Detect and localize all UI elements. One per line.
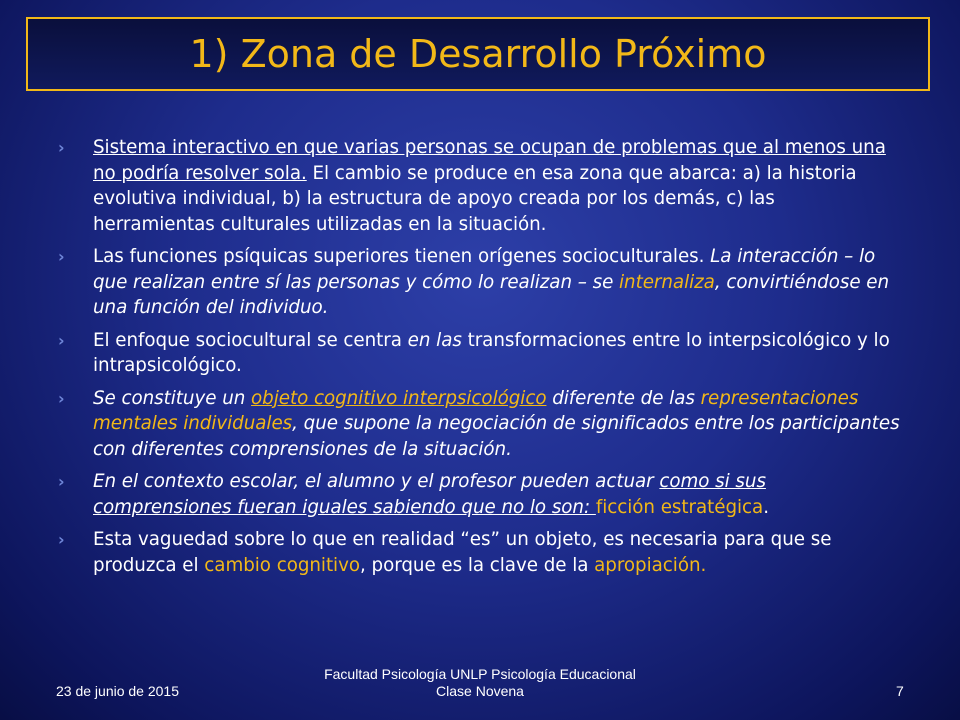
bullet-text-segment: Las funciones psíquicas superiores tienen orígenes socioculturales. — [93, 246, 711, 267]
bullet-text-segment: En el contexto escolar, el alumno y el profesor pueden actuar — [93, 471, 660, 492]
bullet-item — [52, 386, 902, 463]
bullet-text-segment: diferente de las — [546, 387, 701, 409]
footer-institution: Facultad Psicología UNLP Psicología Educacional — [324, 666, 636, 682]
bullet-text-segment: El cambio se produce en esa zona que abarca: a) la historia evolutiva individual, b) la estructura de apoyo creada por los demás, c) las herramientas culturales utilizadas en la situación. — [93, 162, 857, 235]
title-box — [26, 17, 930, 91]
bullet-item — [52, 135, 902, 237]
bullet-text-segment: cambio cognitivo — [204, 554, 360, 576]
bullet-text-segment: en las — [407, 329, 462, 351]
footer-date: 23 de junio de 2015 — [56, 683, 179, 699]
bullet-text-segment: como si sus comprensiones fueran iguales sabiendo que no lo son: — [93, 471, 766, 518]
bullet-text-segment: transformaciones entre lo interpsicológico y lo intrapsicológico. — [93, 329, 890, 376]
bullet-text-segment: Se constituye un — [93, 387, 252, 409]
chevron-right-icon: › — [58, 330, 65, 350]
chevron-right-icon: › — [58, 388, 65, 408]
bullet-list — [52, 135, 902, 585]
bullet-text-segment: internaliza — [619, 271, 715, 293]
bullet-text-segment: . — [763, 496, 769, 518]
chevron-right-icon: › — [58, 472, 65, 491]
bullet-item — [52, 469, 902, 520]
bullet-text-segment: ficción estratégica — [595, 496, 764, 518]
bullet-text-segment: representaciones mentales individuales — [93, 387, 859, 434]
chevron-right-icon: › — [58, 530, 65, 549]
page-number: 7 — [896, 683, 904, 699]
chevron-right-icon: › — [58, 138, 65, 157]
bullet-item — [52, 244, 902, 321]
footer-class: Clase Novena — [436, 683, 524, 699]
bullet-text-segment: objeto cognitivo interpsicológico — [251, 387, 547, 409]
slide-title: 1) Zona de Desarrollo Próximo — [189, 32, 767, 76]
bullet-text-segment: , que supone la negociación de significados entre los participantes con diferentes comprensiones de la situación. — [93, 413, 900, 460]
bullet-text-segment: Sistema interactivo en que varias personas se ocupan de problemas que al menos una no podría resolver sola. — [93, 137, 886, 184]
bullet-item — [52, 527, 902, 578]
bullet-text-segment: Esta vaguedad sobre lo que en realidad “es” un objeto, es necesaria para que se produzca el — [93, 529, 832, 576]
bullet-text-segment: , convirtiéndose en una función del individuo. — [93, 271, 890, 318]
bullet-text-segment: La interacción – lo que realizan entre sí las personas y cómo lo realizan – se — [93, 246, 876, 293]
bullet-text-segment: , porque es la clave de la — [360, 554, 595, 576]
bullet-item — [52, 328, 902, 379]
chevron-right-icon: › — [58, 247, 65, 266]
bullet-text-segment: El enfoque sociocultural se centra — [93, 329, 408, 351]
footer-center — [280, 666, 680, 700]
bullet-text-segment: apropiación. — [594, 554, 707, 576]
